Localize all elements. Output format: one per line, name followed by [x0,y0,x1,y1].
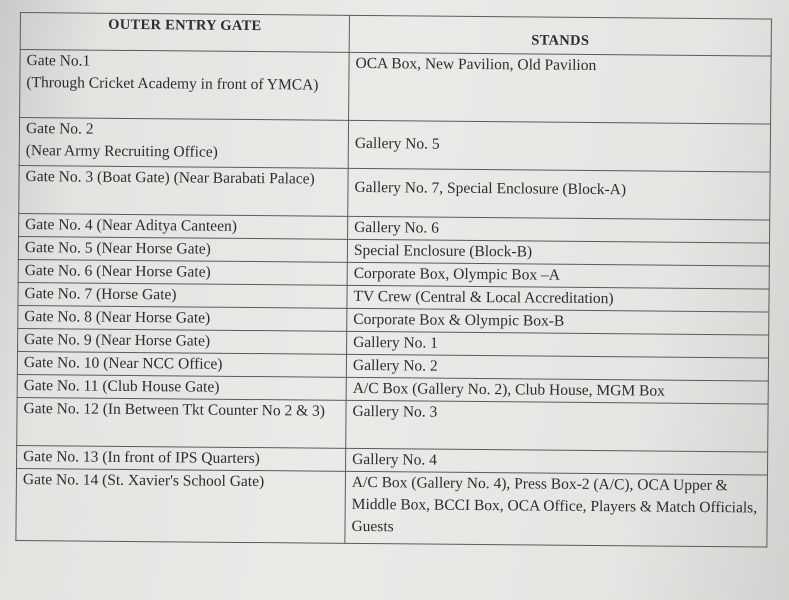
header-stands: STANDS [349,15,771,56]
gate-cell: Gate No. 12 (In Between Tkt Counter No 2 & 3) [17,397,346,448]
gate-cell: Gate No. 3 (Boat Gate) (Near Barabati Palace) [19,165,348,216]
gate-cell: Gate No. 5 (Near Horse Gate) [18,236,347,262]
gate-cell: Gate No.1 (Through Cricket Academy in front of YMCA) [20,50,350,121]
gate-cell: Gate No. 2 (Near Army Recruiting Office) [19,118,348,169]
table-row [16,468,768,547]
gate-cell: Gate No. 9 (Near Horse Gate) [18,328,347,354]
header-outer-entry-gate: OUTER ENTRY GATE [20,13,349,53]
gate-cell: Gate No. 10 (Near NCC Office) [17,351,346,377]
stands-cell: Gallery No. 4 [346,448,768,475]
stands-cell: Corporate Box & Olympic Box-B [347,308,769,335]
stands-cell: Gallery No. 2 [346,354,768,381]
gate-cell: Gate No. 13 (In front of IPS Quarters) [17,445,346,471]
table-row [19,118,770,173]
table-row [17,397,768,452]
stands-cell: Gallery No. 3 [346,400,768,452]
stands-cell: A/C Box (Gallery No. 2), Club House, MGM Box [346,377,768,404]
stands-cell: TV Crew (Central & Local Accreditation) [347,285,769,312]
gate-cell: Gate No. 8 (Near Horse Gate) [18,305,347,331]
stands-cell: Gallery No. 7, Special Enclosure (Block-A) [348,168,770,220]
gate-cell: Gate No. 6 (Near Horse Gate) [18,259,347,285]
stands-cell: Corporate Box, Olympic Box –A [347,262,769,289]
stands-cell: Gallery No. 1 [347,331,769,358]
gate-stand-table [15,12,772,548]
gate-cell: Gate No. 11 (Club House Gate) [17,374,346,400]
stands-cell: Gallery No. 5 [348,120,770,172]
table-row [20,50,772,125]
gate-cell: Gate No. 4 (Near Aditya Canteen) [19,213,348,239]
stands-cell: Gallery No. 6 [348,216,770,243]
stands-cell: A/C Box (Gallery No. 4), Press Box-2 (A/C), OCA Upper & Middle Box, BCCI Box, OCA Office, Players & Match Officials, Guests [345,471,768,547]
stands-cell: Special Enclosure (Block-B) [347,239,769,266]
gate-cell: Gate No. 7 (Horse Gate) [18,282,347,308]
gate-cell: Gate No. 14 (St. Xavier's School Gate) [16,468,346,543]
document-page [8,4,786,600]
stands-cell: OCA Box, New Pavilion, Old Pavilion [349,52,772,124]
table-row [19,165,770,220]
